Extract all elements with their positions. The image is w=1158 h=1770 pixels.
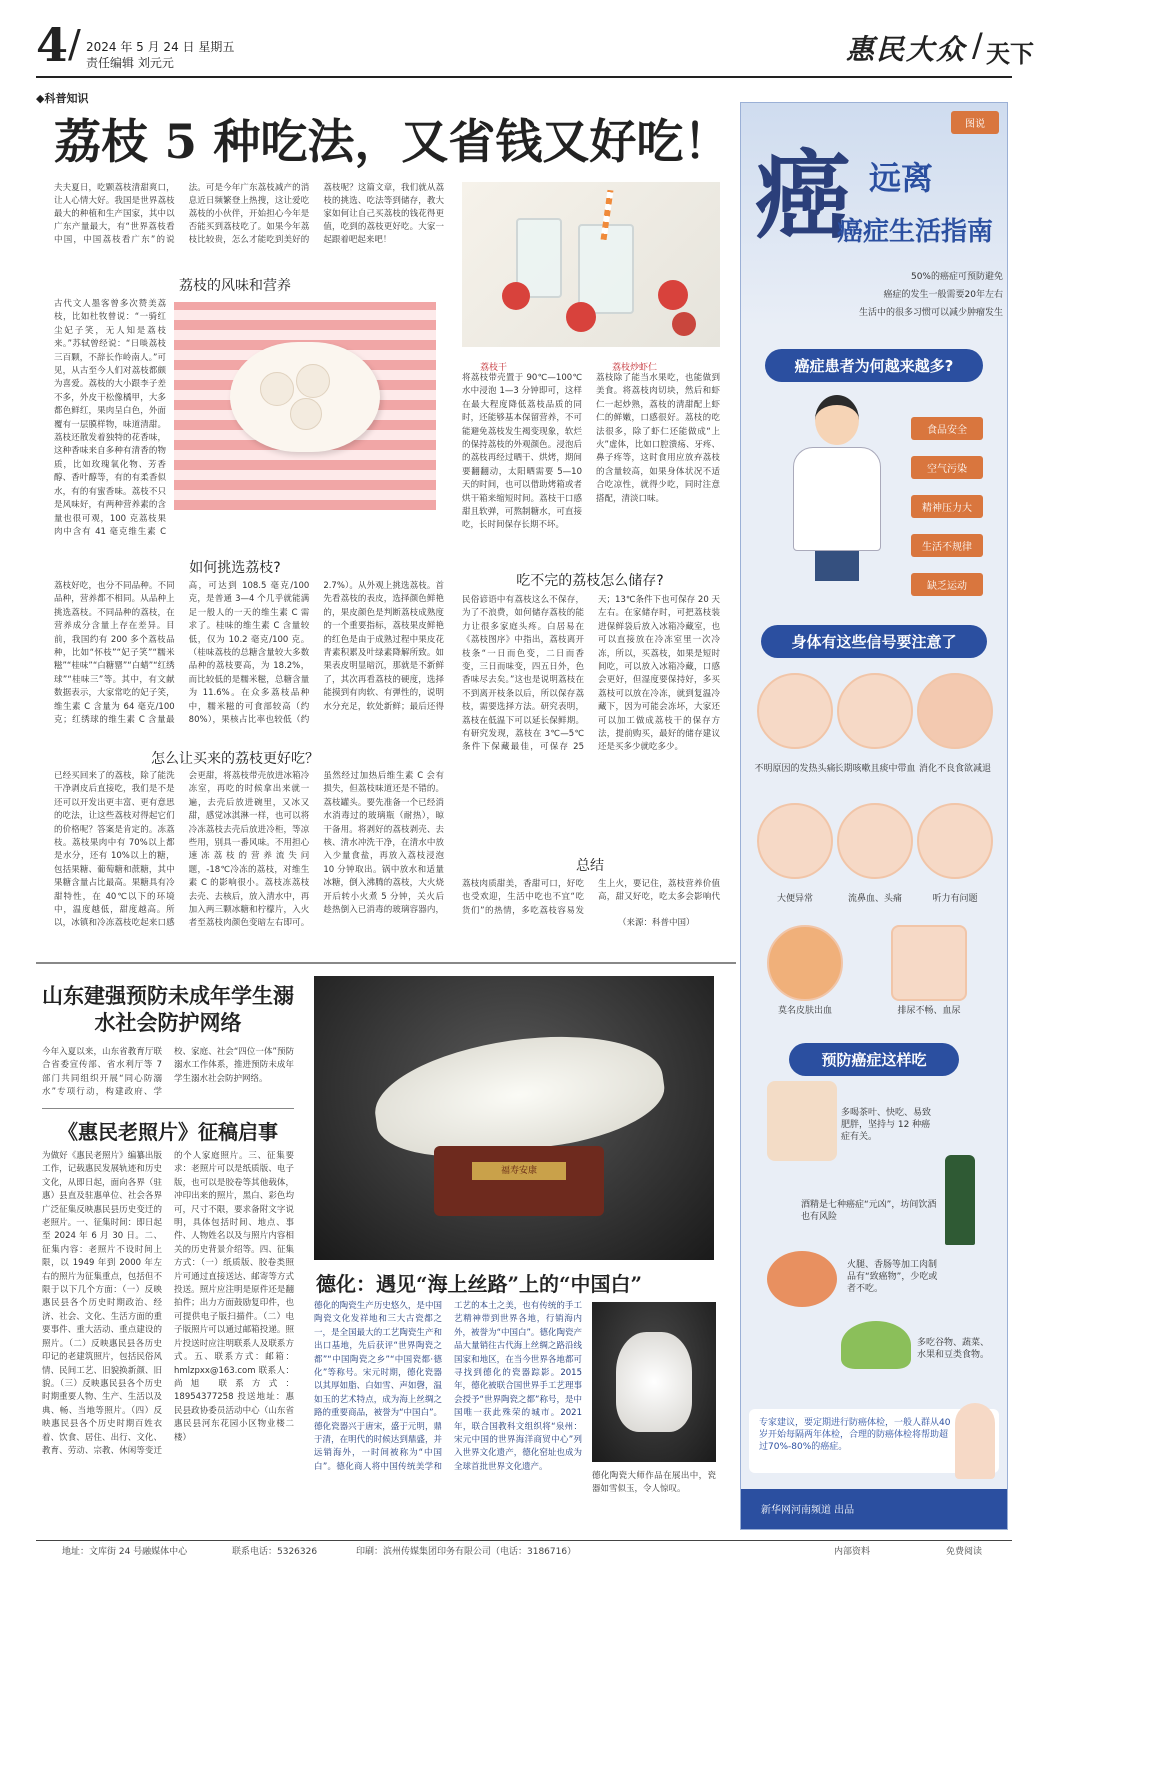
lychee-ball (290, 398, 322, 430)
why-item: 食品安全 (911, 417, 983, 440)
why-item: 缺乏运动 (911, 573, 983, 596)
white-flower-vase (616, 1332, 692, 1432)
infographic-tag: 图说 (951, 111, 999, 134)
lychee-red (566, 302, 596, 332)
signal-label: 消化不良食欲减退 (918, 764, 991, 774)
infographic-source: 新华网河南频道 出品 (761, 1505, 855, 1516)
note-2: 癌症的发生一般需要20年左右 (883, 290, 1003, 300)
prevent-item: 多吃谷物、蔬菜、水果和豆类食物。 (917, 1338, 990, 1360)
wc-icon (891, 925, 967, 1001)
footer-rule (36, 1540, 1012, 1541)
editor-credit: 责任编辑 刘元元 (86, 56, 174, 70)
toilet-icon (757, 803, 833, 879)
lychee-red (658, 280, 688, 310)
lychee-ball (296, 364, 330, 398)
footer-phone: 联系电话：5326326 (232, 1547, 318, 1557)
doctor-coat (793, 447, 881, 551)
shandong-text: 今年入夏以来，山东省教育厅联合省委宣传部、省水利厅等 7 部门共同组织开展“同心防溺水”专项行动，构建政府、学校、家庭、社会“四位一体”预防溺水工作体系，推进预防未成年学生溺水社会防护网络。 (42, 1047, 294, 1098)
signal-label: 不明原因的发热头痛 (754, 764, 836, 774)
right-method-label: 荔枝炒虾仁 (612, 363, 658, 373)
call-headline: 《惠民老照片》征稿启事 (58, 1120, 278, 1144)
champagne-icon (945, 1155, 975, 1245)
porcelain-photo (314, 976, 714, 1260)
why-banner: 癌症患者为何越来越多? (765, 349, 983, 382)
bandage-icon (767, 925, 843, 1001)
header-rule (36, 76, 1012, 78)
section-name: 天下 (986, 39, 1034, 68)
section-store-title: 吃不完的荔枝怎么储存? (516, 573, 664, 589)
tasty-text: 已经买回来了的荔枝，除了能洗干净剥皮后直接吃，我们是不是还可以开发出更丰富、更有意思的吃法，让这些荔枝对得起它们的价格呢？答案是肯定的。冻荔枝。荔枝果肉中有 70%以上都是水分，还有 10%以上的糖，包括果糖、葡萄糖和蔗糖，其中果糖含量占比最高。果糖具有冷甜特性，在 40℃以下的环境中，温度越低，甜度越高。所以，冰镇和冷冻荔枝吃起来口感会更甜，将荔枝带壳放进冰箱冷冻室，再吃的时候拿出来就一遍，去壳后放进碗里，又冰又甜，感觉冰淇淋一样，也可以将冷冻荔枝去壳后放进冷柜，等凉些用，别具一番风味。不用担心速冻荔枝的营养流失问题，-18℃冷冻的荔枝，对维生素 C 的影响很小。荔枝冻荔枝去壳、去核后，放入清水中，再加入两三颗冰糖和柠檬片，入火者至荔枝肉颜色变暗左右即可。虽然经过加热后维生素 C 会有损失，但荔枝味道还是不错的。荔枝罐头。要先准备一个已经消水消毒过的玻璃瓶（耐热），晾干备用。将剥好的荔枝剥壳、去核、清水冲洗干净，在清水中放入少量食盐，再放入荔枝浸泡 10 分钟取出。锅中放水和适量冰糖，倒入沸腾的荔枝，大火烧开后转小火煮 5 分钟，关火后趁热倒入已消毒的玻璃容器内， (54, 771, 444, 929)
section-choose-title: 如何挑选荔枝? (189, 560, 281, 576)
footer-print: 印刷：滨州传媒集团印务有限公司（电话：3186716） (356, 1547, 577, 1557)
processed-meat-icon (767, 1251, 837, 1307)
lychee-red (672, 312, 696, 336)
signal-label: 长期咳嗽且痰中带血 (834, 764, 916, 774)
lychee-red (502, 282, 530, 310)
lychee-drink-photo (462, 182, 720, 347)
masthead-logo: 惠民大众 (846, 33, 967, 66)
vegetables-icon (841, 1321, 911, 1369)
prevent-banner: 预防癌症这样吃 (789, 1043, 959, 1076)
ear-icon (917, 803, 993, 879)
choose-text: 荔枝好吃，也分不同品种。不同品种，营养都不相同。从品种上挑选荔枝。不同品种的荔枝，在营养成分含量上存在差异。目前，我国约有 200 多个荔枝品种，比如“怀枝”“妃子笑”“糯米糍”“桂味”“白糖罂”“白蜡”“红绣球”“桂味三”等。其中，有文献数据表示，大家常吃的妃子笑，维生素 C 含量为 64 毫克/100 克；红绣球的维生素 C 含量最高，可达到 108.5 毫克/100 克，是普通 3—4 个几乎就能满足一般人的一天的维生素 C 需求了。桂味的维生素 C 含量较低，仅为 10.2 毫克/100 克。（桂味荔枝的总糖含量较大多数品种的荔枝要高，为 18.2%，而比较低的是糯米糍，总糖含量为 11.6%。在众多荔枝品种中，糯米糍的可食部较高（约 80%），果核占比率也较低（约 2.7%）。从外观上挑选荔枝。首先看荔枝的表皮，选择颜色鲜艳的，果皮颜色是判断荔枝成熟度的一个重要指标，荔枝果皮鲜艳的红色是由于成熟过程中果皮花青素积累及叶绿素降解所致。如果表皮明显暗沉，那就是不新鲜了，其次再看荔枝的硬度，选择能摸到有肉软、有弹性的，说明水分充足，软处新鲜；最后还得 (54, 581, 444, 726)
signal-banner: 身体有这些信号要注意了 (761, 625, 987, 658)
lychee-plate-photo (174, 302, 436, 510)
signal-label: 流鼻血、头痛 (847, 894, 902, 904)
nurse-icon (955, 1403, 995, 1479)
signal-label: 莫名皮肤出血 (777, 1006, 832, 1016)
store-text: 民俗谚语中有荔枝这么不保存，为了不浪费，如何储存荔枝的能力让很多家庭头疼。白居易在《荔枝图序》中指出，荔枝离开枝条“一日而色变，二日而香变，三日而味变，四五日外，色香味尽去矣。”这也是说明荔枝在不到离开枝条以后，所以保存荔枝，需要选择方法。研究表明，荔枝在低温下可以延长保鲜期。有研究发现，荔枝在 3℃—5℃条件下保藏最佳，可保存 25 天；13℃条件下也可保存 20 天左右。在家储存时，可把荔枝装进保鲜袋后放入冰箱冷藏室，也可以直接放在冷冻室里一次冷冻，所以，买荔枝，如果是短时间吃，可以放入冰箱冷藏，口感会更好，但湿度要保持好，多买荔枝可以放在冷冻，就到复温冷藏下，因为可能会冻坏，大家还可以加工做成荔枝干的保存方法，提前购买，最好的储存建议还是买多少就吃多少。 (462, 595, 720, 753)
left-method-text: 将荔枝带壳置于 90℃—100℃水中浸泡 1—3 分钟即可，这样在最大程度降低荔枝品质的同时，还能够基本保留营养，不可能避免荔枝发生褐变现象，软烂的保持荔枝的外观颜色。浸泡后的荔枝再经过晒干、烘烤，期间要翻翻动，太阳晒需要 5—10 天的时间，也可以借助烤箱或者烘干箱来缩短时间。荔枝干口感甜且软弹，可熬制糖水，可直接吃，长时间保存长期不坏。 (462, 373, 582, 531)
vase-photo (592, 1302, 716, 1462)
left-method-label: 荔枝干 (480, 363, 508, 373)
plate (230, 342, 380, 452)
signal-label: 大便异常 (776, 894, 813, 904)
diners-illustration (767, 1081, 837, 1161)
section-flavor-title: 荔枝的风味和营养 (179, 278, 291, 294)
doctor-note: 专家建议，要定期进行防癌体检，一般人群从40岁开始每隔两年体检，合理的防癌体检将帮助超过70%-80%的癌症。 (759, 1418, 951, 1452)
title-line-1: 远离 (869, 159, 934, 197)
summary-text: 荔枝肉质甜美，香甜可口，好吃也受欢迎，生活中吃也不宜“吃货们”的热情，多吃荔枝容易发生上火，要记住，荔枝营养价值高，甜又好吃，吃太多会影响代 (462, 879, 720, 916)
footer-internal: 内部资料 (834, 1547, 871, 1557)
dehua-headline: 德化：遇见“海上丝路”上的“中国白” (316, 1272, 643, 1296)
why-item: 空气污染 (911, 456, 983, 479)
big-character: 癌 (755, 139, 851, 252)
page-number: 4 (36, 18, 69, 72)
prevent-item: 火腿、香肠等加工肉制品有“致癌物”，少吃或者不吃。 (847, 1260, 938, 1294)
issue-date: 2024 年 5 月 24 日 星期五 (86, 40, 235, 54)
doctor-legs (815, 551, 859, 581)
call-text: 为做好《惠民老照片》编纂出版工作，记载惠民发展轨迹和历史文化，从即日起，面向各界（驻惠）县直及驻惠单位、社会各界广泛征集反映惠民县历史变迁的老照片。一、征集时间：即日起至 2024 年 6 月 30 日。二、征集内容：老照片不设时间上限，以 1949 年到 2000 年左右的照片为征集重点，包括但不限于以下几个方面：（一）反映惠民县各个历史时期政治、经济、社会、文化、生活方面的重要事件、重大活动、重点建设的照片。（二）反映惠民县各历史印记的老建筑照片，包括民俗风情、民间工艺、旧貌换新颜、旧貌。（三）反映惠民县各个历史时期重要人物、生产、生活以及典、畅、当地等照片。（四）反映惠民县各个历史时期百姓衣着、饮食、居住、出行、文化、教育、劳动、宗教、休闲等变迁的个人家庭照片。三、征集要求：老照片可以是纸质版、电子版，也可以是胶卷等其他载体，冲印出来的照片，黑白、彩色均可，尺寸不限，要求备附文字说明，具体包括时间、地点、事件、人物姓名以及与照片内容相关的历史背景介绍等。四、征集方式：（一）纸质版、胶卷类照片可通过直接送达、邮寄等方式投送。照片应注明是原件还是翻拍件；出力方面鼓励复印件，也可提供电子版扫描件。（二）电子版照片可以通过邮箱投递。照片投送时应注明联系人及联系方式。五、联系方式：邮箱：hmlzpxx@163.com 联系人：尚旭 联系方式：18954377258 投送地址：惠民县政协委员活动中心（山东省惠民县河东花园小区物业楼二楼） (42, 1151, 294, 1456)
right-method-text: 荔枝除了能当水果吃，也能做到美食。将荔枝肉切块，然后和虾仁一起炒熟，荔枝的清甜配上虾仁的鲜嫩，口感很好。荔枝的吃法很多，除了虾仁还能做成“上火”虚体，比如口腔溃疡、牙疼、鼻子疼等，这时食用应放弃荔枝的含量较高，如果身体状况不适合吃凉性，就得少吃，同时注意搭配，清淡口味。 (596, 373, 720, 504)
note-3: 生活中的很多习惯可以减少肿瘤发生 (858, 308, 1003, 318)
footer-address: 地址：文库街 24 号融媒体中心 (62, 1547, 188, 1557)
vase-caption: 德化陶瓷大师作品在展出中，瓷器如雪似玉，令人惊叹。 (592, 1471, 716, 1495)
prevent-item: 多喝茶叶、快吃、易致肥胖，坚持与 12 种癌症有关。 (841, 1108, 932, 1142)
divider (42, 1108, 294, 1109)
nose-icon (837, 803, 913, 879)
cough-icon (837, 673, 913, 749)
footer-free: 免费阅读 (946, 1547, 983, 1557)
headache-icon (757, 673, 833, 749)
intro-text: 夫夫夏日，吃颗荔枝清甜爽口，让人心情大好。我国是世界荔枝最大的种植和生产国家，其中以广东产量最大，有“世界荔枝看中国，中国荔枝看广东”的说法。可是今年广东荔枝减产的消息近日频繁登上热搜，这让爱吃荔枝的小伙伴，开始担心今年是否能买到荔枝吃了。如果今年荔枝比较贵，怎么才能吃到美好的荔枝呢？这篇文章，我们就从荔枝的挑选、吃法等到储存，教大家如何让自己买荔枝的钱花得更值，吃到的荔枝更好吃。大家一起跟着吧起来吧！ (54, 183, 444, 245)
title-line-2: 癌症生活指南 (837, 217, 994, 247)
stand (434, 1146, 604, 1216)
placard: 福寿安康 (472, 1162, 566, 1180)
stomach-icon (917, 673, 993, 749)
why-item: 精神压力大 (911, 495, 983, 518)
signal-label: 听力有问题 (932, 894, 978, 904)
cancer-infographic (740, 102, 1008, 1530)
dehua-text: 德化的陶瓷生产历史悠久，是中国陶瓷文化发祥地和三大古瓷都之一，是全国最大的工艺陶瓷生产和出口基地，先后获评“世界陶瓷之都”“中国陶瓷之乡”“中国瓷都·德化”等称号。宋元时期，德化瓷器以其厚如脂、白如雪、声如磬，温如玉的艺术特点，成为海上丝绸之路的重要商品，被誉为“中国白”。德化瓷器兴于唐宋，盛于元明，鼎于清，在明代的时候达到鼎盛，并远销海外，一时间被称为“中国白”。德化商人将中国传统美学和工艺的本土之美，也有传统的手工艺精神带到世界各地，行销海内外，被誉为“中国白”。德化陶瓷产品大量销往古代海上丝绸之路沿线国家和地区，在当今世界各地都可寻找到德化的瓷器踪影。2015 年，德化被联合国世界手工艺理事会授予“世界陶瓷之都”称号，是中国唯一获此殊荣的城市。2021 年，联合国教科文组织将“泉州：宋元中国的世界海洋商贸中心”列入世界文化遗产，德化窑址也成为全球首批世界文化遗产。 (314, 1301, 582, 1472)
section-tasty-title: 怎么让买来的荔枝更好吃？ (151, 751, 319, 767)
masthead-slash: / (972, 26, 983, 64)
page-number-slash: / (68, 22, 81, 66)
headline: 荔枝 5 种吃法，又省钱又好吃！ (54, 115, 731, 170)
flavor-text: 古代文人墨客曾多次赞美荔枝，比如杜牧曾说：“一骑红尘妃子笑，无人知是荔枝来。”苏轼曾经说：“日啖荔枝三百颗，不辞长作岭南人。”可见，从古至今人们对荔枝都颇为喜爱。荔枝的大小跟李子差不多，外皮干松像橘甲，大多都色鲜红，果肉呈白色，外面覆有一层膜样物，味道清甜。荔枝还散发着独特的花香味，这种香味来自多种有清香的物质，比如玫瑰氧化物、芳香醇、香叶醇等，有的有柔香似水，有的有蜜香味。荔枝不只是风味好，有两种营养素的含量也很可观，100 克荔枝果肉中含有 41 毫克维生素 C (54, 299, 166, 537)
divider (36, 962, 736, 964)
article-source: （来源：科普中国） (618, 918, 695, 928)
doctor-figure (785, 395, 885, 581)
signal-label: 排尿不畅、血尿 (897, 1006, 961, 1016)
doctor-head (815, 395, 859, 445)
why-list (911, 417, 983, 596)
shandong-headline: 山东建强预防未成年学生溺水社会防护网络 (42, 983, 294, 1035)
lychee-ball (260, 372, 294, 406)
section-summary-title: 总结 (576, 858, 604, 874)
kicker: ◆科普知识 (36, 92, 89, 105)
note-1: 50%的癌症可预防避免 (910, 272, 1003, 282)
why-item: 生活不规律 (911, 534, 983, 557)
prevent-item: 酒精是七种癌症“元凶”，坊间饮酒也有风险 (801, 1200, 937, 1222)
